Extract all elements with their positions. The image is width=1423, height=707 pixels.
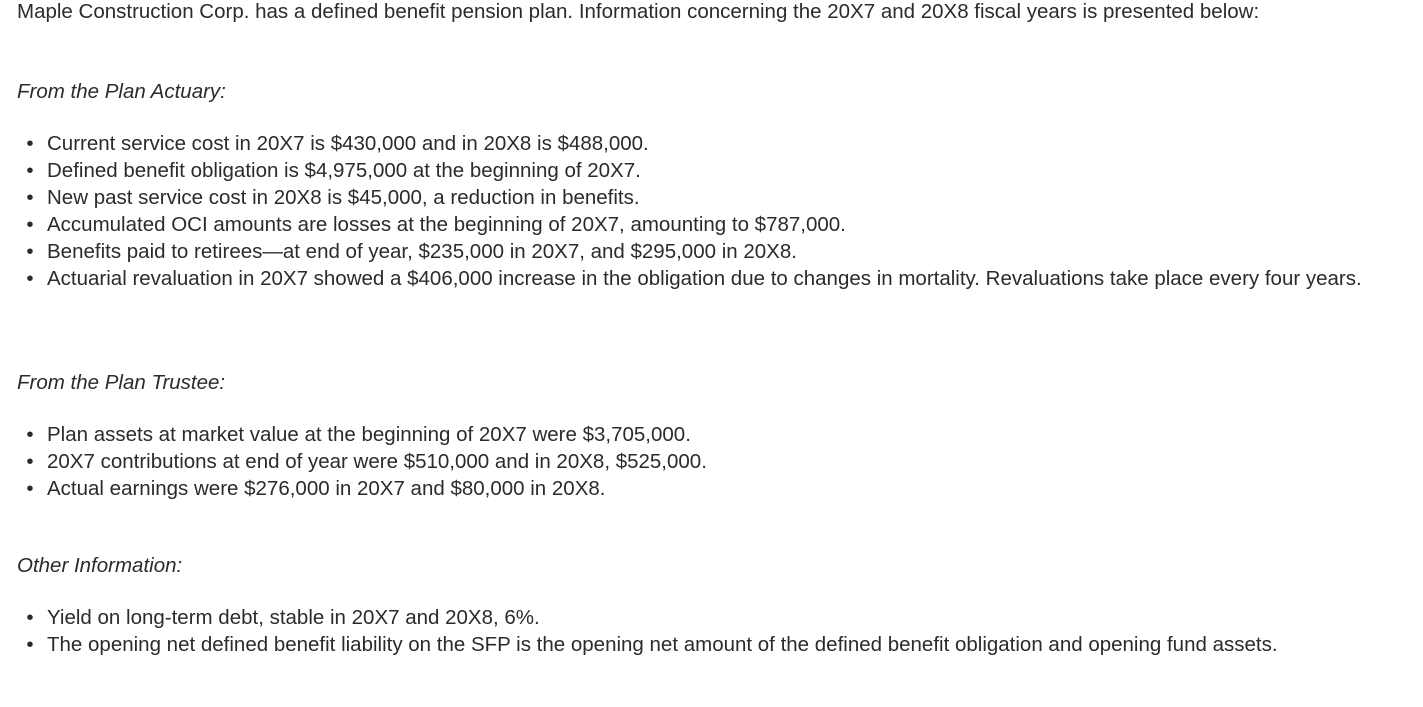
list-item-text: Defined benefit obligation is $4,975,000 at the beginning of 20X7. bbox=[47, 159, 641, 182]
bullet-icon: • bbox=[26, 450, 34, 473]
list-item-text: Accumulated OCI amounts are losses at the beginning of 20X7, amounting to $787,000. bbox=[47, 213, 846, 236]
intro-paragraph: Maple Construction Corp. has a defined benefit pension plan. Information concerning the 20X7 and 20X8 fiscal years is presented below: bbox=[17, 0, 1260, 23]
bullet-icon: • bbox=[26, 477, 34, 500]
list-item-text: Plan assets at market value at the beginning of 20X7 were $3,705,000. bbox=[47, 423, 691, 446]
section-heading-plan-trustee: From the Plan Trustee: bbox=[17, 371, 226, 394]
list-item-text: Yield on long-term debt, stable in 20X7 and 20X8, 6%. bbox=[47, 606, 540, 629]
bullet-icon: • bbox=[26, 633, 34, 656]
list-item bbox=[26, 238, 1411, 265]
list-item-text: Actuarial revaluation in 20X7 showed a $406,000 increase in the obligation due to changes in mortality. Revaluations take place every four years. bbox=[47, 267, 1362, 290]
list-item bbox=[26, 421, 1411, 448]
bullet-icon: • bbox=[26, 186, 34, 209]
bullet-icon: • bbox=[26, 423, 34, 446]
list-item-text: 20X7 contributions at end of year were $510,000 and in 20X8, $525,000. bbox=[47, 450, 707, 473]
list-item bbox=[26, 265, 1411, 292]
list-item-text: The opening net defined benefit liability on the SFP is the opening net amount of the defined benefit obligation and opening fund assets. bbox=[47, 633, 1278, 656]
bullet-icon: • bbox=[26, 132, 34, 155]
plan-trustee-list bbox=[17, 421, 1411, 502]
other-information-list bbox=[17, 604, 1411, 658]
list-item bbox=[26, 604, 1411, 631]
list-item bbox=[26, 448, 1411, 475]
list-item-text: Benefits paid to retirees—at end of year, $235,000 in 20X7, and $295,000 in 20X8. bbox=[47, 240, 797, 263]
list-item bbox=[26, 211, 1411, 238]
list-item bbox=[26, 631, 1411, 658]
list-item-text: Current service cost in 20X7 is $430,000 and in 20X8 is $488,000. bbox=[47, 132, 649, 155]
bullet-icon: • bbox=[26, 159, 34, 182]
section-heading-other-information: Other Information: bbox=[17, 554, 183, 577]
list-item bbox=[26, 184, 1411, 211]
list-item-text: Actual earnings were $276,000 in 20X7 and $80,000 in 20X8. bbox=[47, 477, 606, 500]
list-item bbox=[26, 157, 1411, 184]
bullet-icon: • bbox=[26, 213, 34, 236]
bullet-icon: • bbox=[26, 240, 34, 263]
list-item bbox=[26, 130, 1411, 157]
list-item-text: New past service cost in 20X8 is $45,000, a reduction in benefits. bbox=[47, 186, 640, 209]
section-heading-plan-actuary: From the Plan Actuary: bbox=[17, 80, 226, 103]
bullet-icon: • bbox=[26, 606, 34, 629]
bullet-icon: • bbox=[26, 267, 34, 290]
list-item bbox=[26, 475, 1411, 502]
plan-actuary-list bbox=[17, 130, 1411, 292]
